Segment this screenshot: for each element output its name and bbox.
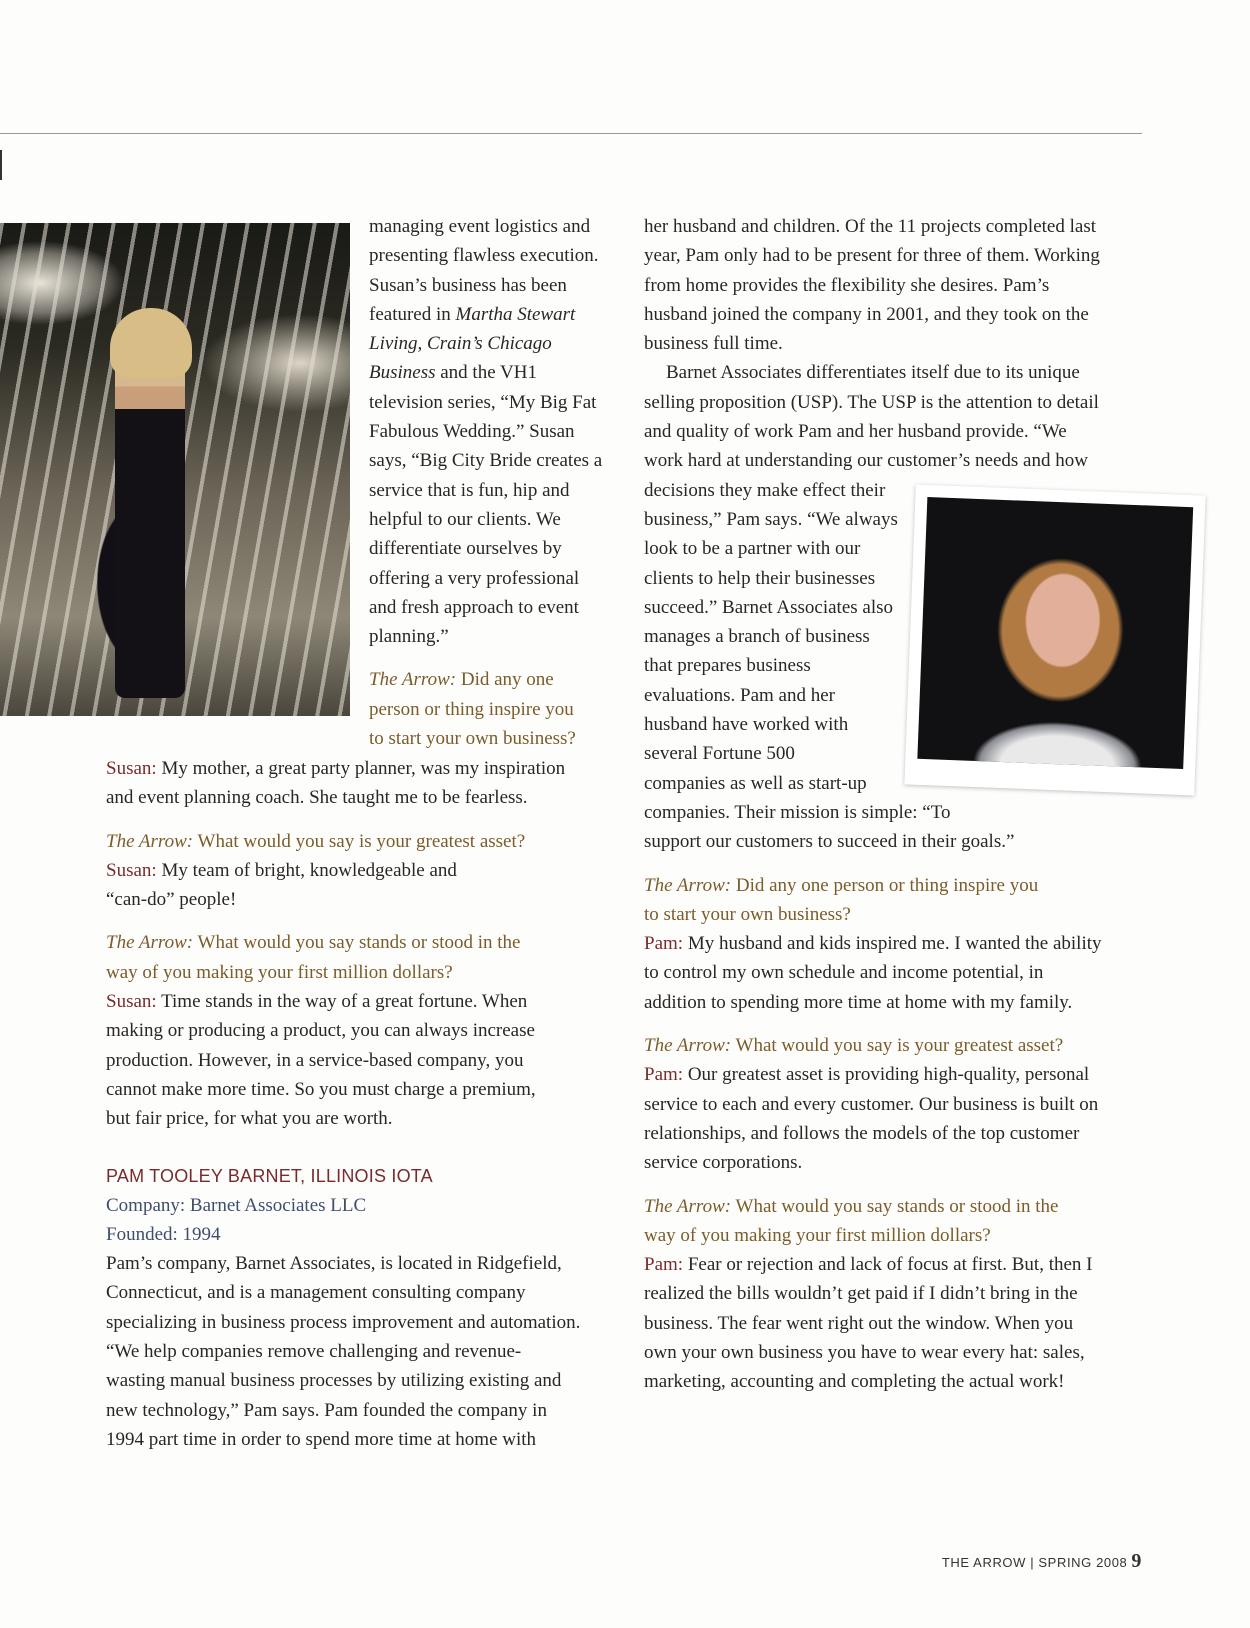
answer-text: and event planning coach. She taught me to be fearless. <box>106 787 528 809</box>
text-line: year, Pam only had to be present for three of them. Working <box>644 245 1100 267</box>
text-line: wasting manual business processes by utilizing existing and <box>106 1370 562 1392</box>
interview-question <box>644 871 1144 900</box>
answer-text: Fear or rejection and lack of focus at first. But, then I <box>683 1254 1093 1276</box>
answer-text: own your own business you have to wear every hat: sales, <box>644 1341 1085 1363</box>
question-text: to start your own business? <box>644 903 851 925</box>
text-line: her husband and children. Of the 11 projects completed last <box>644 216 1096 237</box>
text-line: husband have worked with <box>644 714 849 736</box>
text-line: “We help companies remove challenging and revenue- <box>106 1341 522 1363</box>
speaker-label: Susan: <box>106 859 157 881</box>
answer-text: making or producing a product, you can always increase <box>106 1020 535 1042</box>
question-text: Did any one <box>456 669 554 691</box>
left-body-text <box>106 754 616 1454</box>
answer-text: service corporations. <box>644 1152 803 1174</box>
text-line: business,” Pam says. “We always <box>644 508 898 530</box>
speaker-label: Pam: <box>644 1254 684 1276</box>
header-rule <box>0 133 1142 134</box>
text-line: Fabulous Wedding.” Susan <box>369 421 575 443</box>
question-prefix: The Arrow: <box>106 830 194 852</box>
text-line: planning.” <box>369 626 449 648</box>
answer-text: but fair price, for what you are worth. <box>106 1108 393 1130</box>
question-text: to start your own business? <box>369 728 576 750</box>
page-footer <box>930 1550 1142 1573</box>
text-line: succeed.” Barnet Associates also <box>644 596 894 618</box>
answer-text: My husband and kids inspired me. I wanted the ability <box>683 933 1102 955</box>
interview-question <box>106 827 616 856</box>
answer-text: My team of bright, knowledgeable and <box>156 859 457 881</box>
text-line: Pam’s company, Barnet Associates, is located in Ridgefield, <box>106 1253 562 1275</box>
question-text: Did any one person or thing inspire you <box>731 874 1039 896</box>
text-line: differentiate ourselves by <box>369 538 562 560</box>
interview-answer <box>644 1060 1144 1089</box>
question-prefix: The Arrow: <box>644 874 732 896</box>
answer-text: business. The fear went right out the window. When you <box>644 1312 1074 1334</box>
answer-text: My mother, a great party planner, was my inspiration <box>156 758 566 779</box>
text-line: Susan’s business has been <box>369 274 567 296</box>
text-line: new technology,” Pam says. Pam founded the company in <box>106 1399 547 1421</box>
text-line: and quality of work Pam and her husband provide. “We <box>644 421 1067 443</box>
question-prefix: The Arrow: <box>369 669 457 691</box>
text-line <box>369 329 609 358</box>
text-line: husband joined the company in 2001, and they took on the <box>644 303 1089 325</box>
text-line: companies as well as start-up <box>644 772 867 794</box>
text-line: from home provides the flexibility she desires. Pam’s <box>644 274 1050 296</box>
publication-title: Business <box>369 362 436 384</box>
text-line <box>369 358 609 387</box>
question-prefix: The Arrow: <box>106 932 194 954</box>
text-line: service that is fun, hip and <box>369 479 570 501</box>
answer-text: Our greatest asset is providing high-quality, personal <box>683 1064 1090 1086</box>
question-prefix: The Arrow: <box>644 1195 732 1217</box>
text-line: decisions they make effect their <box>644 479 886 501</box>
text-line <box>369 300 609 329</box>
question-text: What would you say is your greatest asset? <box>731 1035 1064 1057</box>
text-line: Barnet Associates differentiates itself due to its unique <box>666 362 1080 384</box>
answer-text: Time stands in the way of a great fortune. When <box>156 991 528 1013</box>
left-intro-text <box>369 212 609 753</box>
publication-title: Martha Stewart <box>455 303 576 325</box>
page-number: 9 <box>1131 1550 1142 1572</box>
interview-question <box>369 665 609 694</box>
profile-founded: Founded: 1994 <box>106 1223 221 1245</box>
question-text: What would you say is your greatest asset? <box>193 830 526 852</box>
text-line: evaluations. Pam and her <box>644 684 836 706</box>
text-line: companies. Their mission is simple: “To <box>644 801 951 823</box>
text-line: television series, “My Big Fat <box>369 391 597 413</box>
interview-answer <box>106 987 616 1016</box>
text-line: managing event logistics and <box>369 216 591 237</box>
photo-figure-hair <box>110 308 192 378</box>
question-text: person or thing inspire you <box>369 698 574 720</box>
interview-question <box>644 1031 1144 1060</box>
text-line: work hard at understanding our customer’s needs and how <box>644 450 1088 472</box>
text-line: and fresh approach to event <box>369 596 579 618</box>
speaker-label: Susan: <box>106 991 157 1013</box>
right-column-text <box>644 212 1144 1397</box>
question-text: way of you making your first million dollars? <box>106 961 453 983</box>
profile-heading: PAM TOOLEY BARNET, ILLINOIS IOTA <box>106 1165 433 1186</box>
publication-title: Living, Crain’s Chicago <box>369 333 552 355</box>
text-line: look to be a partner with our <box>644 538 861 560</box>
text-run: featured in <box>369 303 456 325</box>
text-run: and the VH1 <box>435 362 537 384</box>
question-text: What would you say stands or stood in the <box>731 1195 1059 1217</box>
answer-text: service to each and every customer. Our business is built on <box>644 1093 1099 1115</box>
speaker-label: Pam: <box>644 1064 684 1086</box>
interview-answer <box>644 1250 1144 1279</box>
text-line: 1994 part time in order to spend more time at home with <box>106 1428 537 1450</box>
text-line: clients to help their businesses <box>644 567 876 589</box>
text-line: helpful to our clients. We <box>369 508 561 530</box>
answer-text: marketing, accounting and completing the actual work! <box>644 1371 1065 1393</box>
profile-company: Company: Barnet Associates LLC <box>106 1194 367 1216</box>
text-line: presenting flawless execution. <box>369 245 599 267</box>
question-text: What would you say stands or stood in the <box>193 932 521 954</box>
text-line: says, “Big City Bride creates a <box>369 450 603 472</box>
text-line: several Fortune 500 <box>644 743 795 765</box>
text-line: manages a branch of business <box>644 626 870 648</box>
answer-text: addition to spending more time at home with my family. <box>644 991 1073 1013</box>
answer-text: cannot make more time. So you must charge a premium, <box>106 1078 536 1100</box>
answer-text: to control my own schedule and income potential, in <box>644 962 1044 984</box>
interview-question <box>106 928 616 957</box>
event-planner-photo <box>0 223 350 716</box>
text-line: Connecticut, and is a management consulting company <box>106 1282 526 1304</box>
question-prefix: The Arrow: <box>644 1035 732 1057</box>
interview-answer <box>106 856 616 885</box>
interview-answer <box>644 929 1144 958</box>
answer-text: realized the bills wouldn’t get paid if I didn’t bring in the <box>644 1283 1078 1305</box>
text-line: support our customers to succeed in their goals.” <box>644 831 1015 853</box>
text-line: that prepares business <box>644 655 811 677</box>
text-line: offering a very professional <box>369 567 580 589</box>
speaker-label: Susan: <box>106 758 157 779</box>
speaker-label: Pam: <box>644 933 684 955</box>
interview-question <box>644 1192 1144 1221</box>
interview-answer <box>106 754 616 783</box>
answer-text: “can-do” people! <box>106 889 237 911</box>
page-edge-mark <box>0 150 2 180</box>
answer-text: production. However, in a service-based company, you <box>106 1049 524 1071</box>
text-line: specializing in business process improvement and automation. <box>106 1311 581 1333</box>
footer-publication: THE ARROW | SPRING 2008 <box>941 1555 1128 1570</box>
question-text: way of you making your first million dollars? <box>644 1224 991 1246</box>
text-line: selling proposition (USP). The USP is the attention to detail <box>644 391 1099 413</box>
text-line: business full time. <box>644 333 783 355</box>
answer-text: relationships, and follows the models of the top customer <box>644 1122 1080 1144</box>
